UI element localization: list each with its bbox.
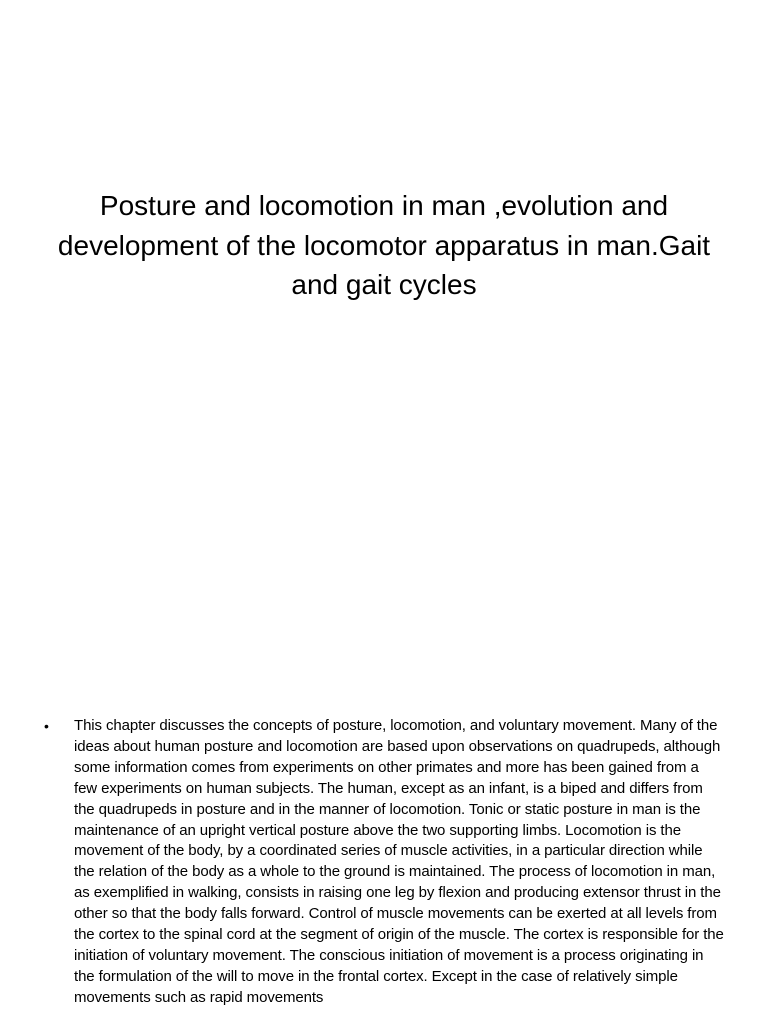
bullet-list [0,716,768,1024]
bullet-marker: • [44,718,49,734]
bullet-paragraph: This chapter discusses the concepts of posture, locomotion, and voluntary movement. Many of the ideas about human posture and locomotion are based upon observations on quadrupeds, although some information comes from experiments on other primates and more has been gained from a few experiments on human subjects. The human, except as an infant, is a biped and differs from the quadrupeds in posture and in the manner of locomotion. Tonic or static posture in man is the maintenance of an upright vertical posture above the two supporting limbs. Locomotion is the movement of the body, by a coordinated series of muscle activities, in a particular direction while the relation of the body as a whole to the ground is maintained. The process of locomotion in man, as exemplified in walking, consists in raising one leg by flexion and producing extensor thrust in the other so that the body falls forward. Control of muscle movements can be exerted at all levels from the cortex to the spinal cord at the segment of origin of the muscle. The cortex is responsible for the initiation of voluntary movement. The conscious initiation of movement is a process originating in the formulation of the will to move in the frontal cortex. Except in the case of relatively simple movements such as rapid movements [74,717,724,1006]
slide-title: Posture and locomotion in man ,evolution and development of the locomotor apparatus in man.Gait and gait cycles [57,190,711,300]
